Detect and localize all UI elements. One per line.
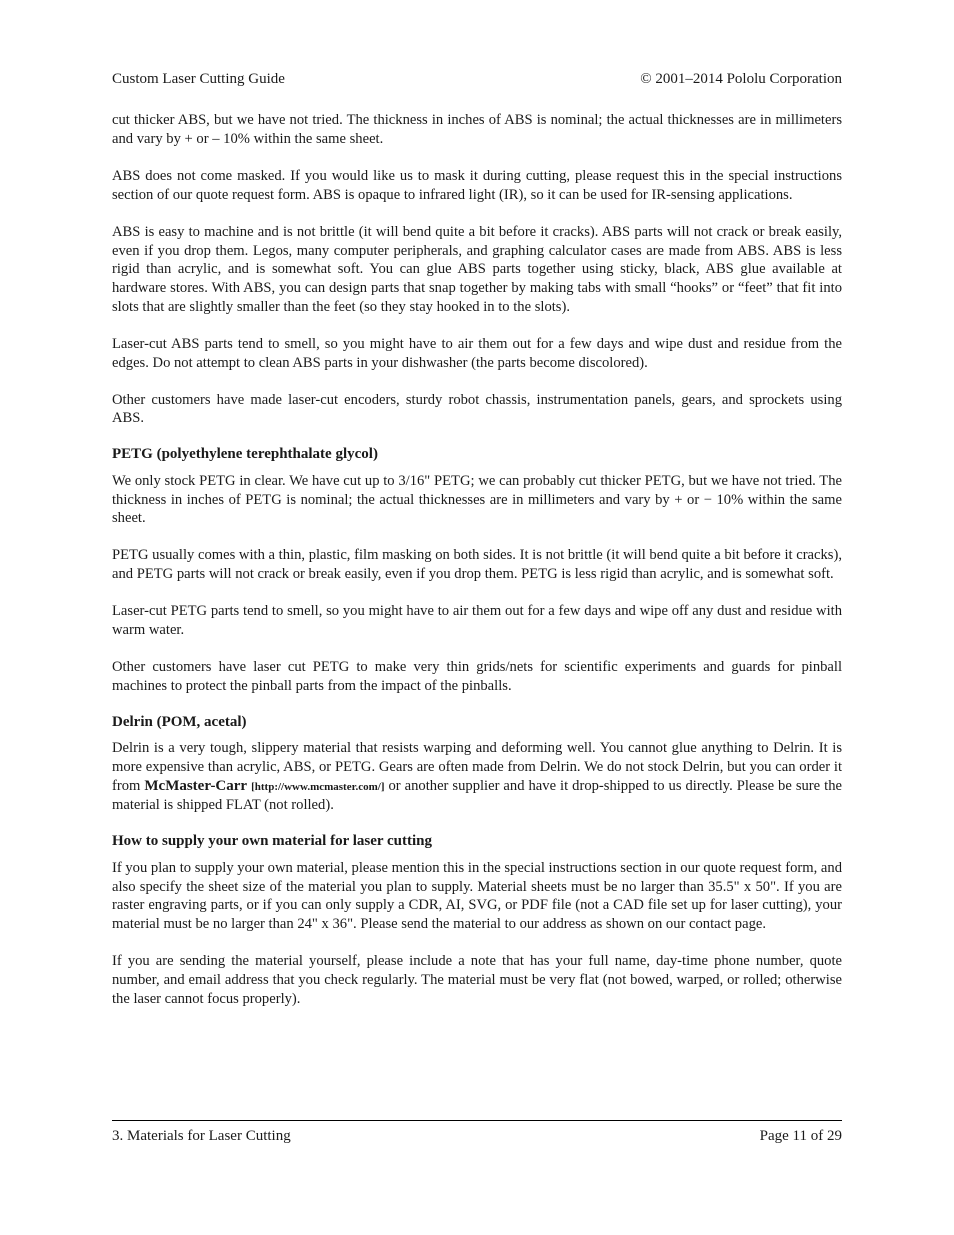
- petg-heading: PETG (polyethylene terephthalate glycol): [112, 446, 378, 463]
- delrin-text-after-link: or another supplier and have it drop-shipped to us directly. Please be sure the material is shipped FLAT (not rolled).: [112, 777, 842, 814]
- footer-divider: [112, 1120, 842, 1121]
- mcmaster-carr-link[interactable]: McMaster-Carr: [144, 777, 248, 794]
- document-page: [112, 0, 842, 1235]
- petg-paragraph-3: Laser-cut PETG parts tend to smell, so you might have to air them out for a few days and wipe off any dust and residue with warm water.: [112, 603, 842, 639]
- abs-paragraph-5: Other customers have made laser-cut encoders, sturdy robot chassis, instrumentation panels, gears, and sprockets using ABS.: [112, 391, 842, 427]
- abs-paragraph-3: ABS is easy to machine and is not brittle (it will bend quite a bit before it cracks). ABS parts will not crack or break easily, even if you drop them. Legos, many computer peripherals, and graphing calculator cases are made from ABS. ABS is less rigid than acrylic, and is somewhat soft. You can glue ABS parts together using sticky, black, ABS glue available at hardware stores. With ABS, you can design parts that snap together by making tabs with small “hooks” or “feet” that fit into slots that are slightly smaller than the feet (so they stay hooked in to the slots).: [112, 223, 842, 315]
- header-title: Custom Laser Cutting Guide: [112, 71, 285, 87]
- abs-paragraph-1: cut thicker ABS, but we have not tried. The thickness in inches of ABS is nominal; the actual thicknesses are in millimeters and vary by + or – 10% within the same sheet.: [112, 112, 842, 147]
- page-header: [112, 70, 842, 88]
- delrin-paragraph-1: [112, 739, 842, 815]
- footer-page-number: Page 11 of 29: [759, 1128, 842, 1144]
- mcmaster-carr-url[interactable]: [http://www.mcmaster.com/]: [251, 780, 385, 793]
- petg-paragraph-1: We only stock PETG in clear. We have cut up to 3/16" PETG; we can probably cut thicker PETG, but we have not tried. The thickness in inches of PETG is nominal; the actual thicknesses are in millimeters and vary by + or − 10% within the same sheet.: [112, 472, 842, 527]
- delrin-heading: Delrin (POM, acetal): [112, 713, 247, 730]
- delrin-text-before-link: Delrin is a very tough, slippery material that resists warping and deforming well. You cannot glue anything to Delrin. It is more expensive than acrylic, ABS, or PETG. Gears are often made from Delrin. We do not stock Delrin, but you can order it from: [112, 740, 842, 794]
- page-footer: [112, 1127, 842, 1145]
- petg-paragraph-2: PETG usually comes with a thin, plastic, film masking on both sides. It is not brittle (it will bend quite a bit before it cracks), and PETG parts will not crack or break easily, even if you drop them. PETG is less rigid than acrylic, and is somewhat soft.: [112, 547, 842, 583]
- petg-paragraph-4: Other customers have laser cut PETG to make very thin grids/nets for scientific experiments and guards for pinball machines to protect the pinball parts from the impact of the pinballs.: [112, 659, 842, 694]
- own-material-heading: How to supply your own material for laser cutting: [112, 833, 433, 850]
- header-copyright: © 2001–2014 Pololu Corporation: [640, 71, 842, 87]
- abs-paragraph-2: ABS does not come masked. If you would like us to mask it during cutting, please request this in the special instructions section of our quote request form. ABS is opaque to infrared light (IR), so it can be used for IR-sensing applications.: [112, 167, 842, 203]
- own-material-paragraph-1: If you plan to supply your own material, please mention this in the special instructions section in our quote request form, and also specify the sheet size of the material you plan to supply. Material sheets must be no larger than 35.5" x 50". If you are raster engraving parts, or if you can only supply a CDR, AI, SVG, or PDF file (not a CAD file set up for laser cutting), your material must be no larger than 24" x 36". Please send the material to our address as shown on our contact page.: [112, 859, 842, 932]
- abs-paragraph-4: Laser-cut ABS parts tend to smell, so you might have to air them out for a few days and wipe dust and residue from the edges. Do not attempt to clean ABS parts in your dishwasher (the parts become discolored).: [112, 335, 842, 371]
- own-material-paragraph-2: If you are sending the material yourself, please include a note that has your full name, day-time phone number, quote number, and email address that you check regularly. The material must be very flat (not bowed, warped, or rolled; otherwise the laser cannot focus properly).: [112, 953, 842, 1007]
- footer-section: 3. Materials for Laser Cutting: [112, 1128, 291, 1144]
- page-content: [112, 111, 842, 1027]
